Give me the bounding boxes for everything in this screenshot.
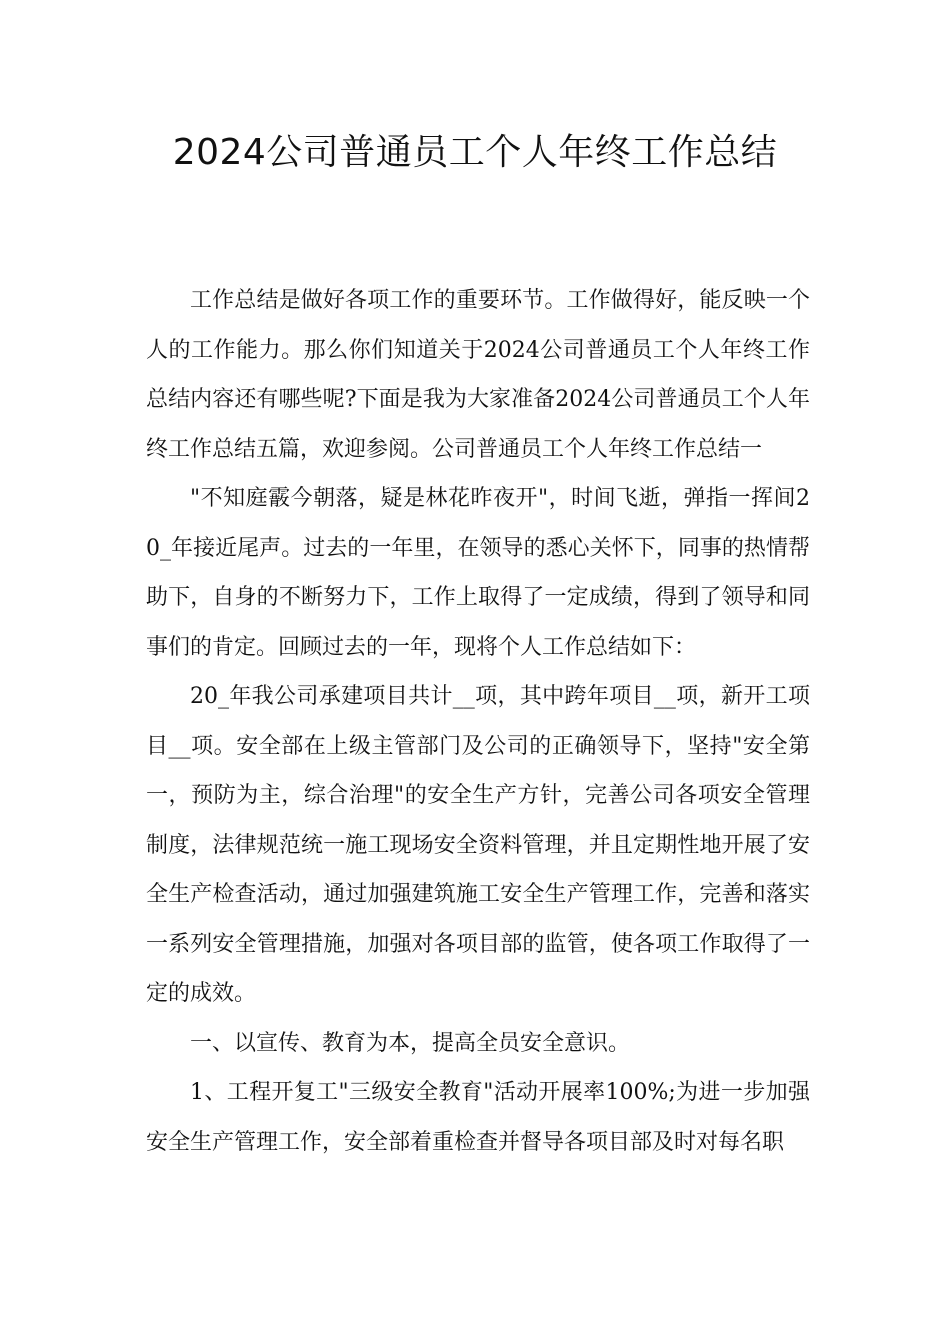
paragraph-opening: "不知庭霰今朝落，疑是林花昨夜开"，时间飞逝，弹指一挥间20_年接近尾声。过去的一年里，在领导的悉心关怀下，同事的热情帮助下，自身的不断努力下，工作上取得了一定成绩，得到了领导和同事们的肯定。回顾过去的一年，现将个人工作总结如下： bbox=[146, 486, 810, 660]
document-title: 2024公司普通员工个人年终工作总结 bbox=[172, 132, 778, 173]
paragraph-item-1: 1、工程开复工"三级安全教育"活动开展率100%;为进一步加强安全生产管理工作，安全部着重检查并督导各项目部及时对每名职 bbox=[146, 1080, 810, 1155]
document-body bbox=[146, 276, 810, 1167]
section-heading-1: 一、以宣传、教育为本，提高全员安全意识。 bbox=[190, 1030, 631, 1056]
paragraph-intro: 工作总结是做好各项工作的重要环节。工作做得好，能反映一个人的工作能力。那么你们知道关于2024公司普通员工个人年终工作总结内容还有哪些呢?下面是我为大家准备2024公司普通员工个人年终工作总结五篇，欢迎参阅。公司普通员工个人年终工作总结一 bbox=[146, 288, 810, 462]
paragraph-projects: 20_年我公司承建项目共计__项，其中跨年项目__项，新开工项目__项。安全部在上级主管部门及公司的正确领导下，坚持"安全第一，预防为主，综合治理"的安全生产方针，完善公司各项安全管理制度，法律规范统一施工现场安全资料管理，并且定期性地开展了安全生产检查活动，通过加强建筑施工安全生产管理工作，完善和落实一系列安全管理措施，加强对各项目部的监管，使各项工作取得了一定的成效。 bbox=[146, 684, 810, 1006]
